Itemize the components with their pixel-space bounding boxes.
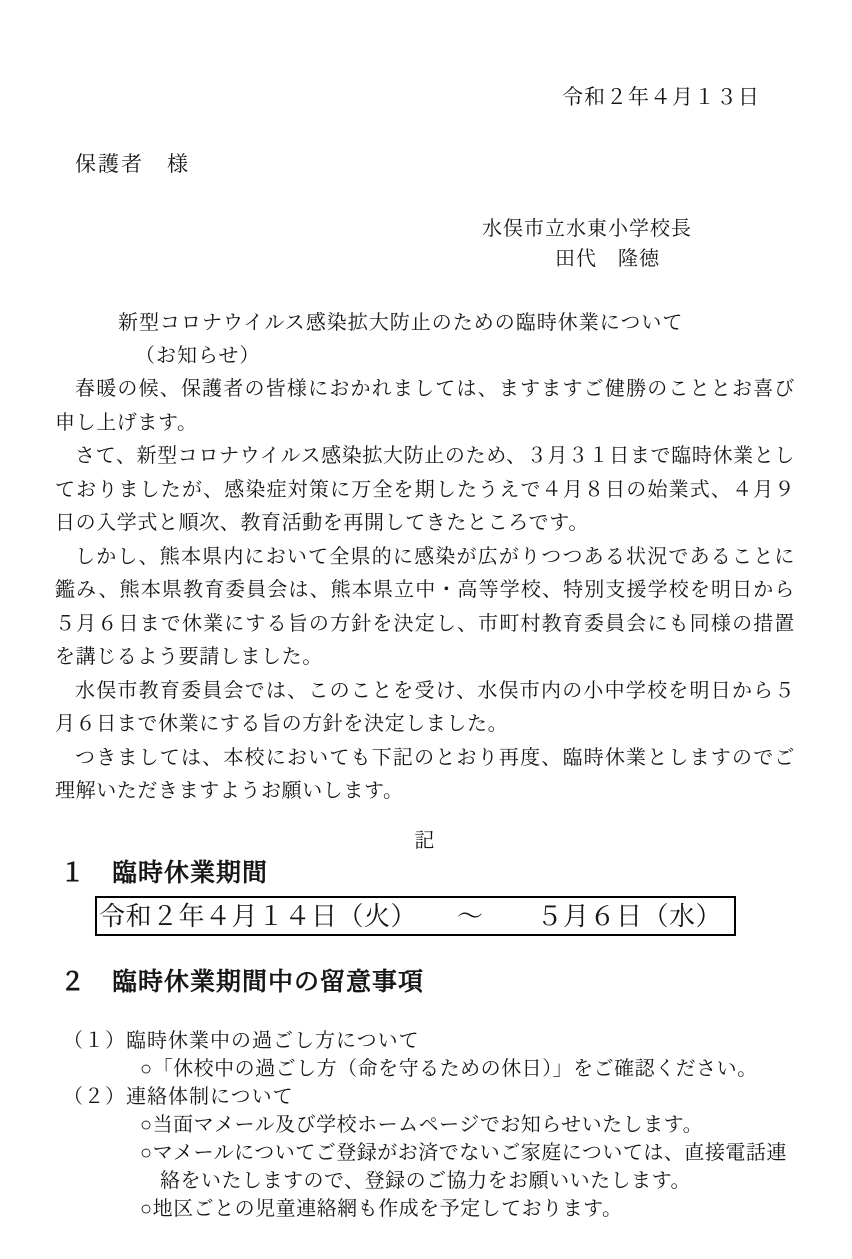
body-paragraph-4: 水俣市教育委員会では、このことを受け、水俣市内の小中学校を明日から５月６日まで休業にする旨の方針を決定しました。 xyxy=(55,679,795,735)
section-1-heading: １ 臨時休業期間 xyxy=(60,858,269,887)
subject-title: 新型コロナウイルス感染拡大防止のための臨時休業について xyxy=(118,312,684,334)
note-item-1: （１）臨時休業中の過ごし方について xyxy=(63,1029,420,1052)
letter-body xyxy=(55,373,795,809)
body-paragraph-3: しかし、熊本県内において全県的に感染が広がりつつある状況であることに鑑み、熊本県教育委員会は、熊本県立中・高等学校、特別支援学校を明日から５月６日まで休業にする旨の方針を決定し、市町村教育委員会にも同様の措置を講じるよう要請しました。 xyxy=(55,545,795,668)
letter-date: 令和２年４月１３日 xyxy=(562,86,760,109)
body-paragraph-1: 春暖の候、保護者の皆様におかれましては、ますますご健勝のこととお喜び申し上げます。 xyxy=(55,378,795,434)
addressee: 保護者 様 xyxy=(75,153,190,176)
note-item-1-point: ○「休校中の過ごし方（命を守るための休日）」をご確認ください。 xyxy=(140,1057,758,1080)
note-item-2-point-3: ○地区ごとの児童連絡網も作成を予定しております。 xyxy=(140,1197,623,1220)
body-paragraph-2: さて、新型コロナウイルス感染拡大防止のため、３月３１日まで臨時休業としておりましたが、感染症対策に万全を期したうえで４月８日の始業式、４月９日の入学式と順次、教育活動を再開してきたところです。 xyxy=(55,445,795,534)
closure-period-box xyxy=(95,896,736,936)
subject-subtitle: （お知らせ） xyxy=(135,345,261,367)
sender-title: 水俣市立水東小学校長 xyxy=(482,218,692,240)
body-paragraph-5: つきましては、本校においても下記のとおり再度、臨時休業としますのでご理解いただきますようお願いします。 xyxy=(55,746,795,802)
section-2-heading: ２ 臨時休業期間中の留意事項 xyxy=(60,967,425,996)
note-item-2-point-2: ○マメールについてご登録がお済でないご家庭については、直接電話連絡をいたしますので、登録のご協力をお願いいたします。 xyxy=(140,1141,787,1192)
closure-period-text: 令和２年４月１４日（火） ～ ５月６日（水） xyxy=(99,900,723,931)
notes-list xyxy=(55,1027,795,1223)
note-item-2: （２）連絡体制について xyxy=(63,1085,294,1108)
record-marker: 記 xyxy=(414,829,436,852)
sender-name: 田代 隆徳 xyxy=(555,248,660,270)
note-item-2-point-1: ○当面マメール及び学校ホームページでお知らせいたします。 xyxy=(140,1113,704,1136)
